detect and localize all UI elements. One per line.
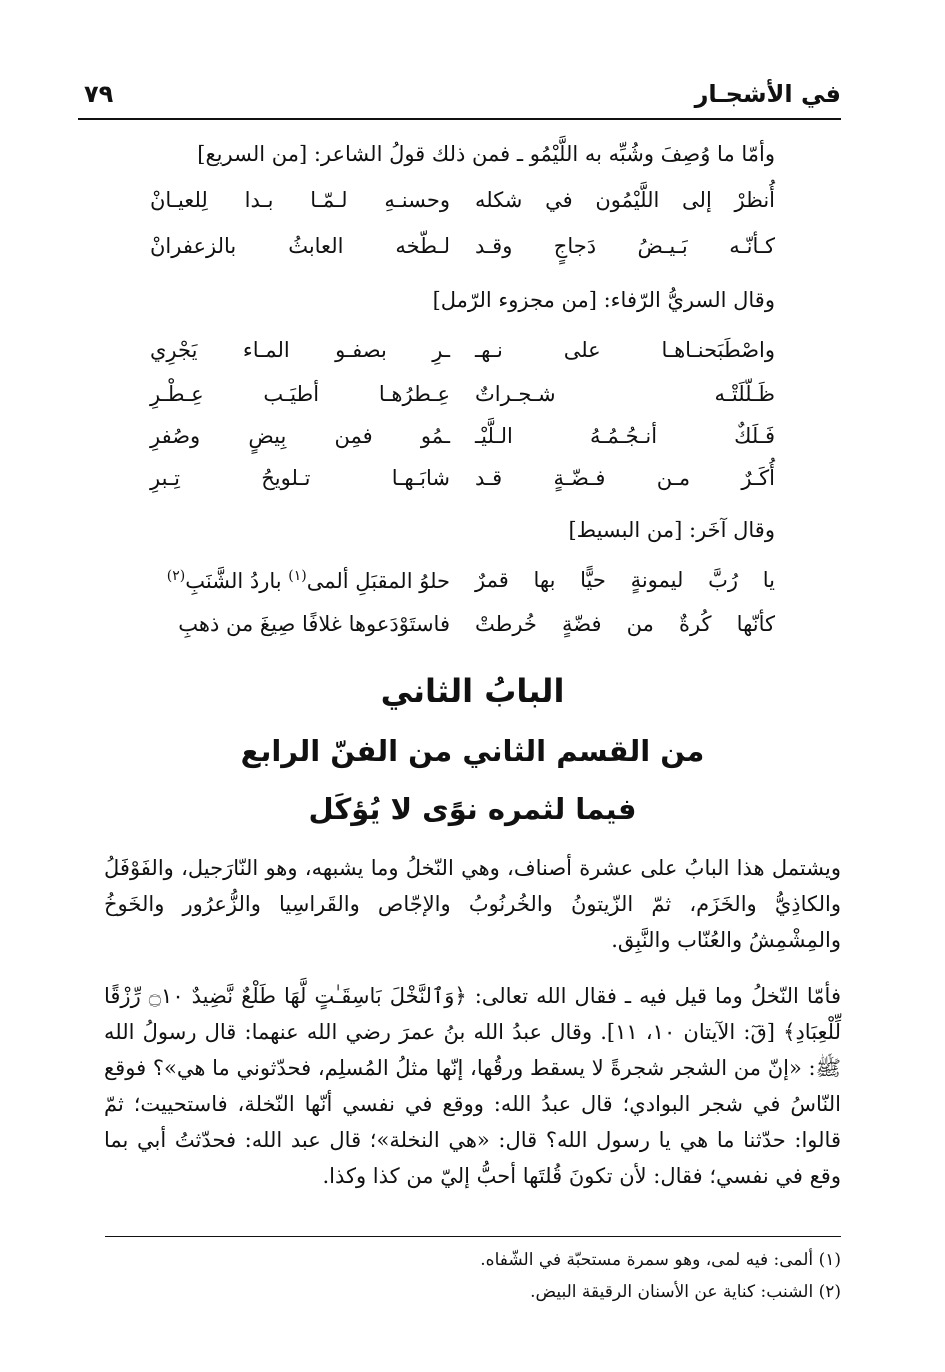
footnote-number: (١) <box>818 1250 841 1270</box>
footnote-ref-1: (١) <box>288 568 307 584</box>
verse-second-hemistich <box>150 568 450 593</box>
page-number: ٧٩ <box>84 80 114 108</box>
poem2-verse-3 <box>150 424 775 464</box>
verse-first-hemistich: ظَـلّلَتْـه شـجـراتٌ <box>475 382 775 406</box>
verse-first-hemistich: كأنّها كُرةٌ من فضّةٍ خُرطتْ <box>475 612 775 636</box>
chapter-subtitle: من القسم الثاني من الفنّ الرابع <box>240 734 705 768</box>
paragraph-2-text: فأمّا النّخلُ وما قيل فيه ـ فقال الله تعالى: ﴿وَٱلنَّخْلَ بَاسِقَـٰتٍ لَّهَا طَلْعٌ نَّضِيدٌ ۝١٠ رِّزْقًا لِّلْعِبَادِ﴾ [قٓ: الآيتان ١٠، ١١]. وقال عبدُ الله بنُ عمرَ رضي الله عنهما: قال رسولُ الله ﷺ: «إنّ من الشجر شجرةً لا يسقط ورقُها، إنّها مثلُ المُسلِم، فحدّثوني ما هي»؟ فوقع النّاسُ في شجر البوادي؛ قال عبدُ الله: ووقع في نفسي أنّها النّخلة، فاستحييت؛ ثمّ قالوا: حدّثنا ما هي يا رسول الله؟ قال: «هي النخلة»؛ قال عبد الله: فحدّثتُ أبي بما وقع في نفسي؛ فقال: لأن تكونَ قُلتَها أحبُّ إليّ من كذا وكذا. <box>104 984 842 1188</box>
paragraph-1 <box>104 850 841 958</box>
verse-first-hemistich: كـأنّـه بَـيـضُ دَجاجٍ وقـد <box>475 234 775 258</box>
verse-first-hemistich: أُكَـرٌ مـن فـضّـةٍ قـد <box>475 466 775 490</box>
verse-second-hemistich: وحسنـهِ لـمّـا بـدا لِلعيـانْ <box>150 188 450 212</box>
footnote-2 <box>104 1282 841 1302</box>
verse-second-hemistich: ـرِ بصفـو المـاء يَجْرِي <box>150 338 450 362</box>
header-title: في الأشجـار <box>694 80 841 108</box>
verse-first-hemistich: فَـلَكٌ أنـجُـمُـهُ الـلَّيْـ <box>475 424 775 448</box>
running-header <box>78 78 841 120</box>
intro-line-3: وقال آخَر: [من البسيط] <box>568 518 775 542</box>
footnote-1 <box>104 1250 841 1270</box>
poem1-verse-1 <box>150 188 775 228</box>
poem3-verse-2 <box>150 612 775 652</box>
chapter-subtitle-2: فيما لثمره نوًى لا يُؤكَل <box>308 792 637 826</box>
poem3-verse-1 <box>150 568 775 608</box>
intro-line-2: وقال السريُّ الرّفاء: [من مجزوء الرّمل] <box>432 288 775 312</box>
verse-first-hemistich: يا رُبَّ ليمونةٍ حيًّا بها قمرٌ <box>475 568 775 592</box>
verse-second-hemistich: لـطّخه العابثُ بالزعفرانْ <box>150 234 450 258</box>
hemistich-part: حلوُ المقبَلِ ألمى <box>306 569 450 593</box>
verse-second-hemistich: ـمُو فمِن بِيضٍ وصُفرِ <box>150 424 450 448</box>
footnote-number: (٢) <box>818 1282 841 1302</box>
footnote-text: الشنب: كناية عن الأسنان الرقيقة البيض. <box>530 1282 814 1302</box>
verse-first-hemistich: واصْطَبَحنـاهـا على نـهـ <box>475 338 775 362</box>
verse-first-hemistich: أُنظرْ إلى اللَّيْمُون في شكله <box>475 188 775 212</box>
poem2-verse-2 <box>150 382 775 422</box>
footnote-separator <box>105 1236 841 1237</box>
footnote-ref-2: (٢) <box>166 568 186 584</box>
poem2-verse-4 <box>150 466 775 506</box>
poem2-verse-1 <box>150 338 775 378</box>
paragraph-2 <box>104 978 841 1194</box>
hemistich-part: باردُ الشَّنَبِ <box>185 569 289 593</box>
verse-second-hemistich: فاستَوْدَعوها غلافًا صِيغَ من ذهبِ <box>178 612 450 636</box>
chapter-title: البابُ الثاني <box>380 672 565 710</box>
paragraph-1-text: ويشتمل هذا البابُ على عشرة أصناف، وهي النّخلُ وما يشبهه، وهو النّارَجيل، والفَوْفَلُ والكاذِيُّ والخَزَم، ثمّ الزّيتونُ والخُرنُوبُ والإجّاص والقَراسِيا والزُّعرُور والخَوخُ والمِشْمِشُ والعُنّاب والنَّبِق. <box>104 856 841 952</box>
intro-line: وأمّا ما وُصِفَ وشُبِّه به اللَّيْمُو ـ فمن ذلك قولُ الشاعر: [من السريع] <box>197 142 775 166</box>
verse-second-hemistich: عِـطرُهـا أطيَـب عِـطْـرِ <box>150 382 450 406</box>
footnote-text: ألمى: فيه لمى، وهو سمرة مستحبّة في الشّفاه. <box>480 1250 814 1270</box>
verse-second-hemistich: شابَـهـا تـلويحُ تِـبرِ <box>150 466 450 490</box>
poem1-verse-2 <box>150 234 775 274</box>
